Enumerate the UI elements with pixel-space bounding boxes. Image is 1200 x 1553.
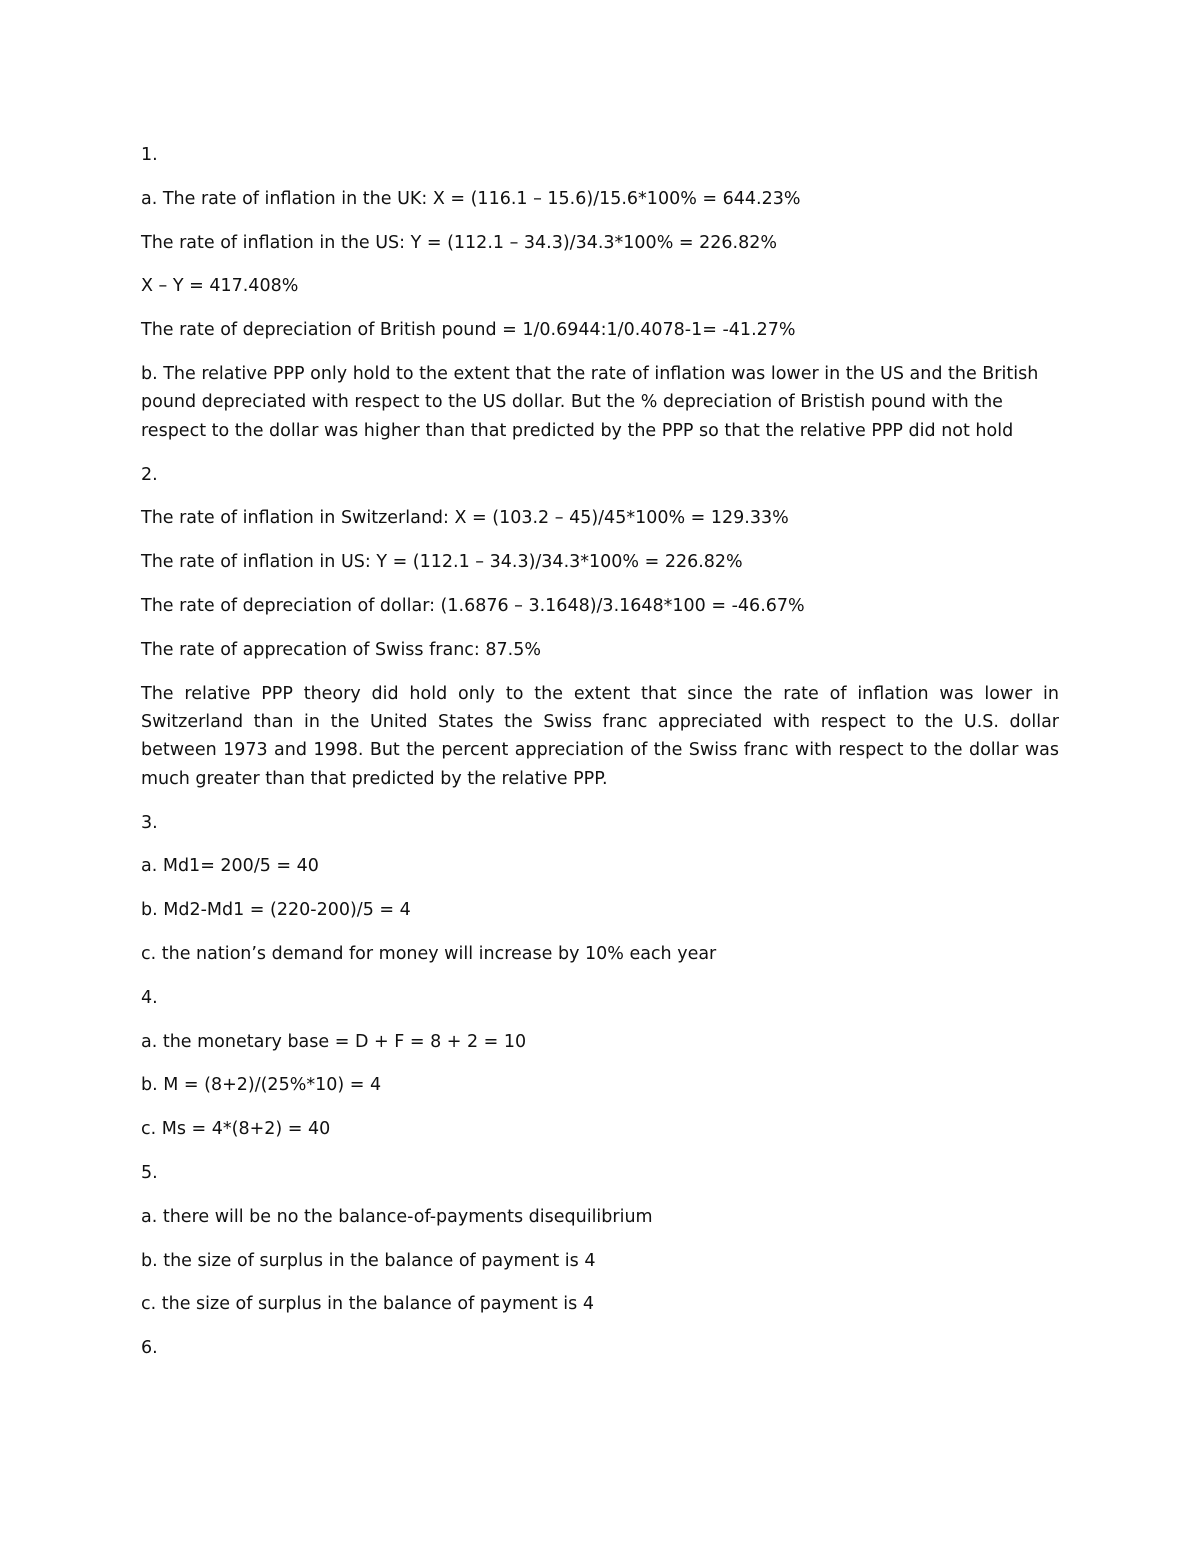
answer-line: c. the size of surplus in the balance of payment is 4 [141, 1294, 594, 1315]
answer-line: b. the size of surplus in the balance of payment is 4 [141, 1250, 596, 1271]
section-number: 2. [141, 464, 158, 485]
section-number: 5. [141, 1162, 158, 1183]
answer-line: a. the monetary base = D + F = 8 + 2 = 10 [141, 1031, 527, 1052]
document-body [141, 141, 1059, 1378]
answer-line: The rate of depreciation of dollar: (1.6876 – 3.1648)/3.1648*100 = -46.67% [141, 595, 805, 616]
answer-line: The rate of inflation in US: Y = (112.1 – 34.3)/34.3*100% = 226.82% [141, 552, 743, 573]
section-number: 1. [141, 145, 158, 165]
answer-line: X – Y = 417.408% [141, 276, 299, 297]
section-number: 3. [141, 812, 158, 833]
answer-line: b. Md2-Md1 = (220-200)/5 = 4 [141, 900, 411, 921]
section-number: 6. [141, 1338, 158, 1359]
answer-line: The rate of depreciation of British pound = 1/0.6944:1/0.4078-1= -41.27% [141, 320, 796, 341]
answer-line: b. M = (8+2)/(25%*10) = 4 [141, 1075, 382, 1096]
answer-line: a. there will be no the balance-of-payments disequilibrium [141, 1206, 653, 1227]
section-number: 4. [141, 987, 158, 1008]
answer-paragraph: b. The relative PPP only hold to the extent that the rate of inflation was lower in the US and the British pound depreciated with respect to the US dollar. But the % depreciation of Bristish pound with the respect to the dollar was higher than that predicted by the PPP so that the relative PPP did not hold [141, 363, 1039, 441]
answer-paragraph: The relative PPP theory did hold only to the extent that since the rate of inflation was lower in Switzerland than in the United States the Swiss franc appreciated with respect to the U.S. dollar between 1973 and 1998. But the percent appreciation of the Swiss franc with respect to the dollar was much greater than that predicted by the relative PPP. [141, 683, 1059, 789]
answer-line: The rate of apprecation of Swiss franc: 87.5% [141, 639, 541, 660]
answer-line: c. Ms = 4*(8+2) = 40 [141, 1119, 331, 1140]
answer-line: c. the nation’s demand for money will increase by 10% each year [141, 943, 717, 964]
answer-line: The rate of inflation in the US: Y = (112.1 – 34.3)/34.3*100% = 226.82% [141, 232, 777, 253]
answer-line: a. Md1= 200/5 = 40 [141, 856, 319, 877]
answer-line: The rate of inflation in Switzerland: X = (103.2 – 45)/45*100% = 129.33% [141, 508, 789, 529]
answer-line: a. The rate of inflation in the UK: X = (116.1 – 15.6)/15.6*100% = 644.23% [141, 188, 801, 209]
